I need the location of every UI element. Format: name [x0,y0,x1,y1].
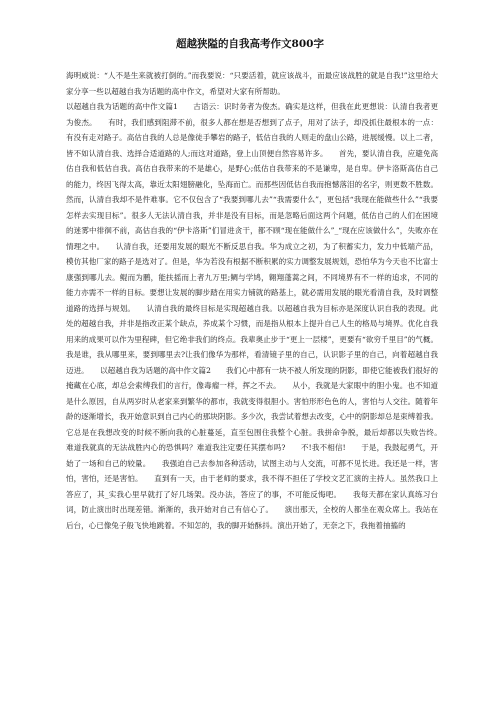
paragraph: 海明威说：“人不是生来就被打倒的。”而我要说：“只要活着，就应该战斗，而最应该战胜的就是自我!”这里给大家分享一些以超越自我为话题的高中作文，希望对大家有所帮助。 [66,71,438,96]
page-title: 超越狭隘的自我高考作文800字 [176,38,324,50]
paragraph: 以超越自我为话题的高中作文篇1 古语云：识时务者为俊杰。确实是这样，但我在此更想说：认清自我者更为俊杰。 有时，我们感到阻滞不前，很多人都在想是否想到了点子，用对了法子，却没抓住最根本的一点：有没有走对路子。高估自我的人总是像徒手攀岩的路子，低估自我的人则走的盘山公路，进展缓慢。以上二者，皆不如认清自我、选择合适道路的人;而这对道路，登上山顶便自然容易许多。 首先，要认清自我，应避免高估自我和低估自我。高估自我带来的不是雄心，是野心;低估自我带来的不是谦卑，是自卑。伊卡洛斯高估自己的能力，终因飞得太高，靠近太阳翅膀融化，坠海而亡。而那些因低估自我而抱憾落泪的名字，则更数不胜数。然而，认清自我却不是件难事。它不仅包含了“我要到哪儿去”“我需要什么”，更包括“我现在能做些什么”“我要怎样去实现目标”。很多人无法认清自我，并非是没有目标，而是忽略后面这两个问题，低估自己的人们在困境的迷雾中徘徊不前，高估自我的“伊卡洛斯”们冒进贪干，都不顾“现在能做什么”_“现在应该做什么”，失败亦在情理之中。 认清自我，还要用发展的眼光不断反思自我。华为成立之初，为了积蓄实力，发力中低端产品，模仿其他厂家的路子是选对了。但是，华为若没有根据不断积累的实力调整发展规划，恐怕华为今天也不比富士康强到哪儿去。鲲而为鹏，能扶摇而上者九万里;鲷与学鸠，翱翔蓬蒿之间，不同境界有不一样的追求，不同的能力亦需不一样的目标。要想让发展的脚步踏在用实力铺就的路基上，就必需用发展的眼光看清自我，及时调整道路的选择与规划。 认清自我的最终目标是实现超越自我。以超越自我为目标亦是深度认识自我的表现。此处的超越自我，并非是指改正某个缺点，养成某个习惯，而是指从根本上提升自己人生的格局与境界。优化自我用来的成果可以作为里程碑，但它绝非我们的终点。我辈奥止步于“更上一层楼”，更要有“欲穷千里目”的气概。我是谁，我从哪里来，要到哪里去?让我们像华为那样，看清镜子里的自己，认识影子里的自己，向着超越自我迈进。 以超越自我为话题的高中作文篇2 我们心中都有一块不被人所发现的阴影，即使它能被我们很好的掩藏在心底，却总会索缚我们的言行，像毒瘤一样，挥之不去。 从小，我就是大家眼中的胆小鬼。也不知道是什么原因，自从两岁时从老家来到繁华的都市，我就变得很胆小。害怕形形色色的人，害怕与人交往。随着年龄的逐渐增长，我开始意识到自己内心的那块阴影。多少次，我尝试着想去改变，心中的阴影却总是束缚着我。它总是在我想改变的时候不断向我的心脏蔓延，直至包围住我整个心脏。我拼命争脱，最后却都以失败告终。 难道我就真的无法战胜内心的恐惧吗？难道我注定要任其摆布吗? 不!我不相信! 于是，我鼓起勇气，开始了一场和自己的较量。 我强迫自己去参加各种活动，试图主动与人交流，可都不见长进。我还是一样，害怕，害怕，还是害怕。 直到有一天，由于老师的要求，我不得不担任了学校文艺汇演的主持人。虽然我口上答应了，其_实我心里早就打了好几场架。没办法，答应了的事，不可能反悔吧。 我每天都在家认真练习台词，防止演出时出现差错。渐渐的，我开始对自己有信心了。 演出那天，全校的人都坐在观众席上。我站在后台，心已像兔子般飞快地跳着。不知怎的，我的脚开始酥抖。演出开始了，无奈之下，我拖着抽搐的 [66,102,454,530]
document-body [66,68,454,533]
